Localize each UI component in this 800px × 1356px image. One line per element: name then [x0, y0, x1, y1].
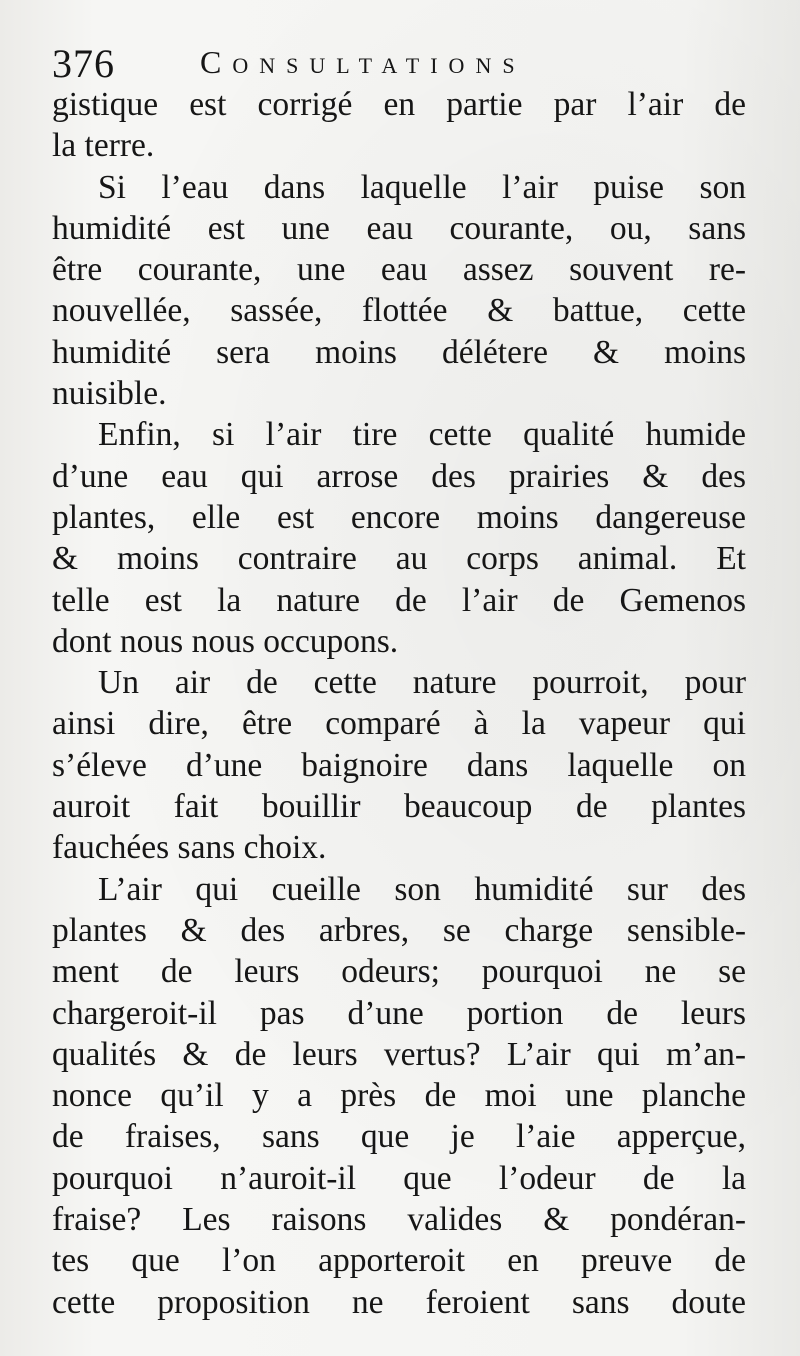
text-line: L’air qui cueille son humidité sur des: [98, 870, 746, 908]
text-line: telle est la nature de l’air de Gemenos: [52, 581, 746, 619]
text-line: & moins contraire au corps animal. Et: [52, 540, 746, 578]
page-header: [52, 40, 752, 86]
running-title: Consultations: [200, 44, 526, 80]
text-line: ainsi dire, être comparé à la vapeur qui: [52, 705, 746, 743]
text-line: Enfin, si l’air tire cette qualité humide: [98, 416, 746, 454]
text-line: nuisible.: [52, 375, 167, 413]
text-line: cette proposition ne feroient sans doute: [52, 1283, 746, 1321]
text-line: plantes & des arbres, se charge sensible-: [52, 911, 746, 949]
text-line: de fraises, sans que je l’aie apperçue,: [52, 1118, 746, 1156]
text-line: Un air de cette nature pourroit, pour: [98, 664, 746, 702]
text-line: humidité sera moins délétere & moins: [52, 333, 746, 371]
text-line: plantes, elle est encore moins dangereuse: [52, 498, 746, 536]
text-line: nouvellée, sassée, flottée & battue, cette: [52, 292, 746, 330]
text-line: humidité est une eau courante, ou, sans: [52, 209, 746, 247]
text-line: dont nous nous occupons.: [52, 622, 399, 660]
text-line: tes que l’on apporteroit en preuve de: [52, 1242, 746, 1280]
text-line: nonce qu’il y a près de moi une planche: [52, 1077, 746, 1115]
text-line: qualités & de leurs vertus? L’air qui m’an-: [52, 1035, 746, 1073]
text-line: fraise? Les raisons valides & pondéran-: [52, 1201, 746, 1239]
text-line: être courante, une eau assez souvent re-: [52, 251, 746, 289]
body-text: [52, 84, 746, 1323]
text-line: d’une eau qui arrose des prairies & des: [52, 457, 746, 495]
text-line: ment de leurs odeurs; pourquoi ne se: [52, 953, 746, 991]
text-line: chargeroit-il pas d’une portion de leurs: [52, 994, 746, 1032]
text-line: fauchées sans choix.: [52, 829, 327, 867]
text-line: la terre.: [52, 127, 155, 165]
page-number: 376: [52, 41, 115, 86]
text-line: pourquoi n’auroit-il que l’odeur de la: [52, 1159, 746, 1197]
text-line: Si l’eau dans laquelle l’air puise son: [98, 168, 746, 206]
text-line: gistique est corrigé en partie par l’air de: [52, 86, 746, 123]
text-line: auroit fait bouillir beaucoup de plantes: [52, 788, 746, 826]
text-line: s’éleve d’une baignoire dans laquelle on: [52, 746, 746, 784]
